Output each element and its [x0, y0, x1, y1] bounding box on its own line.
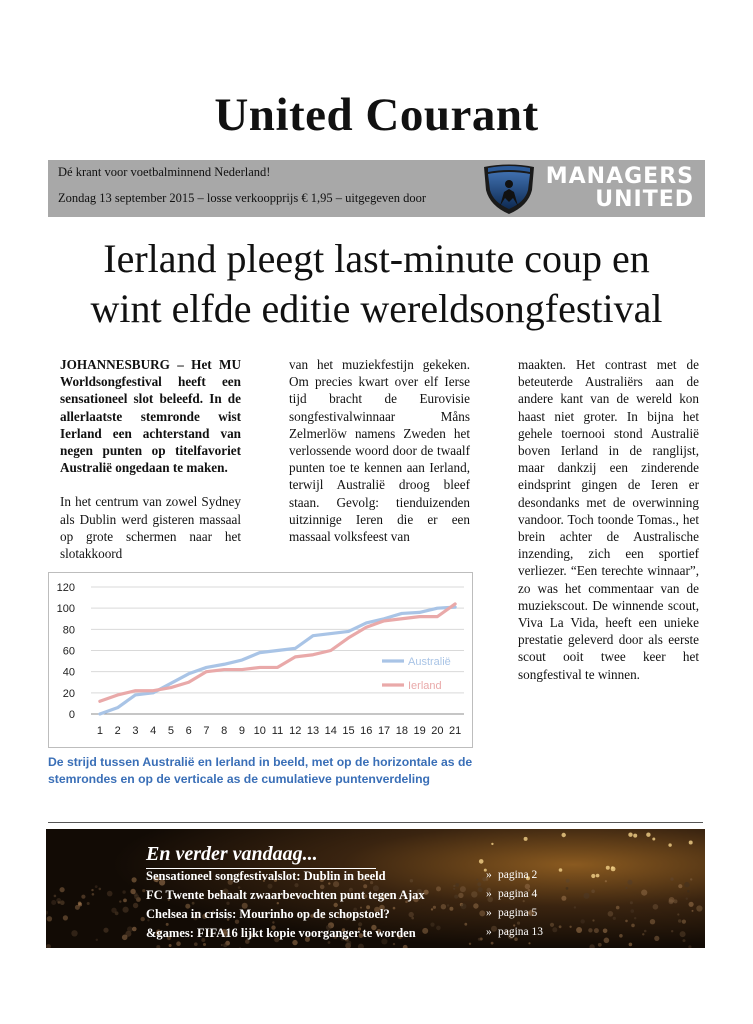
- newspaper-masthead: United Courant: [214, 89, 539, 141]
- x-tick-label: 13: [306, 725, 320, 737]
- x-tick-label: 18: [395, 725, 408, 737]
- article-body-col1: In het centrum van zowel Sydney als Dublin werd gisteren massaal op grote schermen naar het slotakkoord: [60, 494, 241, 562]
- y-tick-label: 100: [56, 603, 75, 616]
- promo-item-page: pagina 5: [498, 907, 538, 919]
- pointer-glyph: »: [486, 926, 492, 938]
- points-line-chart: [48, 572, 473, 748]
- promo-item-title: &games: FIFA16 lijkt kopie voorganger te worden: [146, 926, 416, 940]
- promo-item[interactable]: [146, 926, 696, 946]
- y-tick-label: 40: [62, 666, 75, 679]
- pointer-glyph: »: [486, 869, 492, 881]
- x-tick-label: 7: [203, 725, 210, 737]
- x-tick-label: 8: [221, 725, 228, 737]
- article-body-col3: maakten. Het contrast met de beteuterde Australiërs aan de andere kant van de wereld kon haast niet groter. In bijna het gehele toernooi stond Australië boven Ierland in de ranglijst, maar dankzij een zinderende eindsprint gingen de Ieren er desondanks met de overwinning vandoor. Toch toonde Tomas., het brein achter de Australische inzending, zich een sportief verliezer. “Een terechte winnaar”, zo was het commentaar van de muziekscout. De winnende scout, Viva La Vida, heeft een unieke prestatie geleverd door als eerste scout ooit twee keer het songfestival te winnen.: [518, 357, 699, 682]
- y-tick-label: 0: [68, 709, 75, 721]
- promo-item-page: pagina 13: [498, 926, 544, 938]
- x-tick-label: 10: [253, 725, 266, 737]
- x-tick-label: 1: [96, 725, 103, 737]
- promo-item-title: Chelsea in crisis: Mourinho op de schopstoel?: [146, 907, 390, 921]
- article-column-1: [60, 356, 241, 562]
- x-tick-label: 4: [150, 725, 157, 737]
- managers-united-shield-logo: [480, 162, 538, 215]
- x-tick-label: 16: [360, 725, 373, 737]
- x-tick-label: 9: [238, 725, 246, 737]
- promo-item[interactable]: [146, 907, 696, 927]
- x-tick-label: 14: [324, 725, 337, 737]
- promo-item[interactable]: [146, 888, 696, 908]
- promo-item-title: FC Twente behaalt zwaarbevochten punt tegen Ajax: [146, 888, 425, 902]
- tagline: Dé krant voor voetbalminnend Nederland!: [58, 165, 271, 179]
- section-divider: [48, 822, 703, 823]
- managers-united-wordmark: MANAGERS UNITED: [545, 164, 694, 212]
- article-column-2: [289, 356, 470, 545]
- article-headline: Ierland pleegt last-minute coup en wint elfde editie wereldsongfestival: [90, 236, 663, 331]
- x-tick-label: 19: [413, 725, 426, 737]
- x-tick-label: 3: [132, 725, 139, 737]
- promo-item-title: Sensationeel songfestivalslot: Dublin in beeld: [146, 869, 386, 883]
- masthead-band: [48, 160, 705, 217]
- series-line-ierland: [100, 604, 455, 701]
- article-column-3: [518, 356, 699, 683]
- promo-item-page: pagina 2: [498, 869, 538, 881]
- y-tick-label: 80: [62, 624, 75, 637]
- x-tick-label: 15: [342, 725, 355, 737]
- x-tick-label: 6: [185, 725, 192, 737]
- article-body-col2: van het muziekfestijn gekeken. Om precies kwart over elf Ierse tijd bracht de Eurovisie songfestivalwinnaar Måns Zelmerlöw namens Zweden het verlossende woord door de twaalf punten toe te kennen aan Ierland, terwijl Australië droog bleef staan. Gevolg: tienduizenden uitzinnige Ieren die er een massaal volksfeest van: [289, 357, 470, 545]
- x-tick-label: 12: [289, 725, 302, 737]
- x-tick-label: 17: [377, 725, 391, 737]
- chart-canvas: [49, 573, 472, 747]
- x-tick-label: 11: [271, 725, 284, 737]
- x-tick-label: 5: [167, 725, 174, 737]
- more-today-title: En verder vandaag...: [146, 843, 318, 865]
- promo-item[interactable]: [146, 869, 696, 889]
- legend-label: Australië: [408, 656, 451, 668]
- x-tick-label: 2: [114, 725, 121, 737]
- more-today-banner: [46, 829, 705, 948]
- pointer-glyph: »: [486, 907, 492, 919]
- x-tick-label: 21: [448, 725, 462, 737]
- issue-line: Zondag 13 september 2015 – losse verkoopprijs € 1,95 – uitgegeven door: [58, 191, 426, 205]
- x-tick-label: 20: [431, 725, 444, 737]
- legend-label: Ierland: [408, 680, 442, 692]
- y-tick-label: 60: [62, 645, 75, 658]
- chart-caption: De strijd tussen Australië en Ierland in beeld, met op de horizontale as de stemrondes en op de verticale as de cumulatieve puntenverdeling: [48, 755, 473, 786]
- promo-item-page: pagina 4: [498, 888, 538, 900]
- y-tick-label: 120: [56, 582, 75, 594]
- y-tick-label: 20: [62, 687, 75, 700]
- pointer-glyph: »: [486, 888, 492, 900]
- article-lead: JOHANNESBURG – Het MU Worldsongfestival heeft een sensationeel slot beleefd. In de allerlaatste stemronde wist Ierland een achterstand van negen punten op titelfavoriet Australië ongedaan te maken.: [60, 357, 241, 476]
